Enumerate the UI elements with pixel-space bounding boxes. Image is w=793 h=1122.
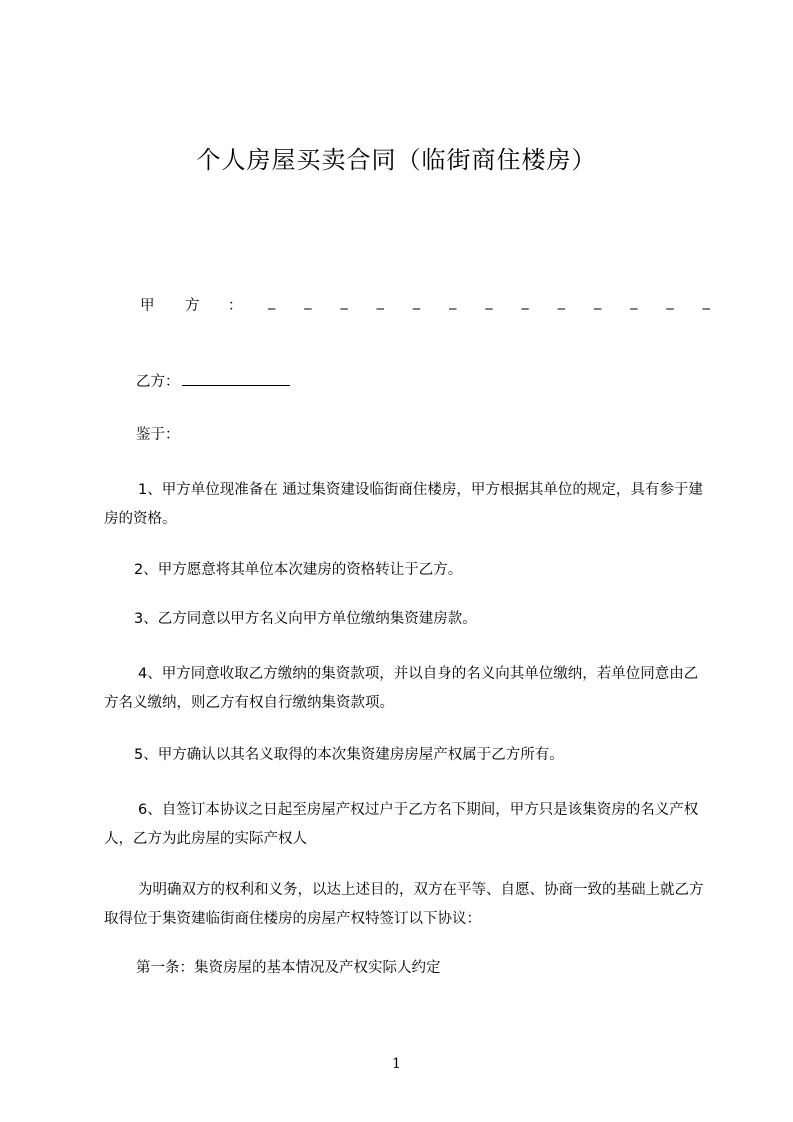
blank-mark: _ (376, 294, 384, 310)
clause-3: 3、乙方同意以甲方名义向甲方单位缴纳集资建房款。 (134, 611, 477, 627)
blank-mark: _ (304, 294, 312, 310)
blank-mark: _ (485, 294, 493, 310)
document-title: 个人房屋买卖合同（临街商住楼房） (196, 146, 597, 174)
party-b-label: 乙方： (136, 374, 180, 390)
blank-mark: _ (666, 294, 674, 310)
party-a-label-char1: 甲 (140, 298, 155, 314)
blank-mark: _ (630, 294, 638, 310)
clause-5: 5、甲方确认以其名义取得的本次集资建房房屋产权属于乙方所有。 (134, 747, 564, 763)
blank-mark: _ (521, 294, 529, 310)
party-b-blank (182, 371, 290, 386)
purpose-paragraph: 为明确双方的权利和义务，以达上述目的，双方在平等、自愿、协商一致的基础上就乙方取得位于集资建临街商住楼房的房屋产权特签订以下协议： (104, 882, 704, 927)
party-a-label-char2: 方 (185, 298, 200, 314)
clause-2: 2、甲方愿意将其单位本次建房的资格转让于乙方。 (134, 562, 463, 578)
party-a-blank (268, 294, 710, 310)
clause-4: 4、甲方同意收取乙方缴纳的集资款项，并以自身的名义向其单位缴纳，若单位同意由乙方名义缴纳，则乙方有权自行缴纳集资款项。 (104, 666, 699, 711)
blank-mark: _ (449, 294, 457, 310)
blank-mark: _ (702, 294, 710, 310)
blank-mark: _ (593, 294, 602, 310)
blank-mark: _ (412, 294, 421, 310)
clause-6: 6、自签订本协议之日起至房屋产权过户于乙方名下期间，甲方只是该集资房的名义产权人，乙方为此房屋的实际产权人 (104, 802, 699, 847)
whereas-label: 鉴于： (136, 427, 180, 443)
blank-mark: _ (340, 294, 348, 310)
page-number: 1 (392, 1056, 401, 1072)
article-1-heading: 第一条：集资房屋的基本情况及产权实际人约定 (136, 960, 441, 976)
party-a-line (140, 294, 710, 314)
party-b-line (136, 371, 290, 392)
blank-mark: _ (557, 294, 565, 310)
clause-1: 1、甲方单位现准备在 通过集资建设临街商住楼房，甲方根据其单位的规定，具有参于建房的资格。 (104, 482, 703, 527)
party-a-colon: ： (228, 298, 243, 314)
blank-mark: _ (268, 294, 276, 310)
